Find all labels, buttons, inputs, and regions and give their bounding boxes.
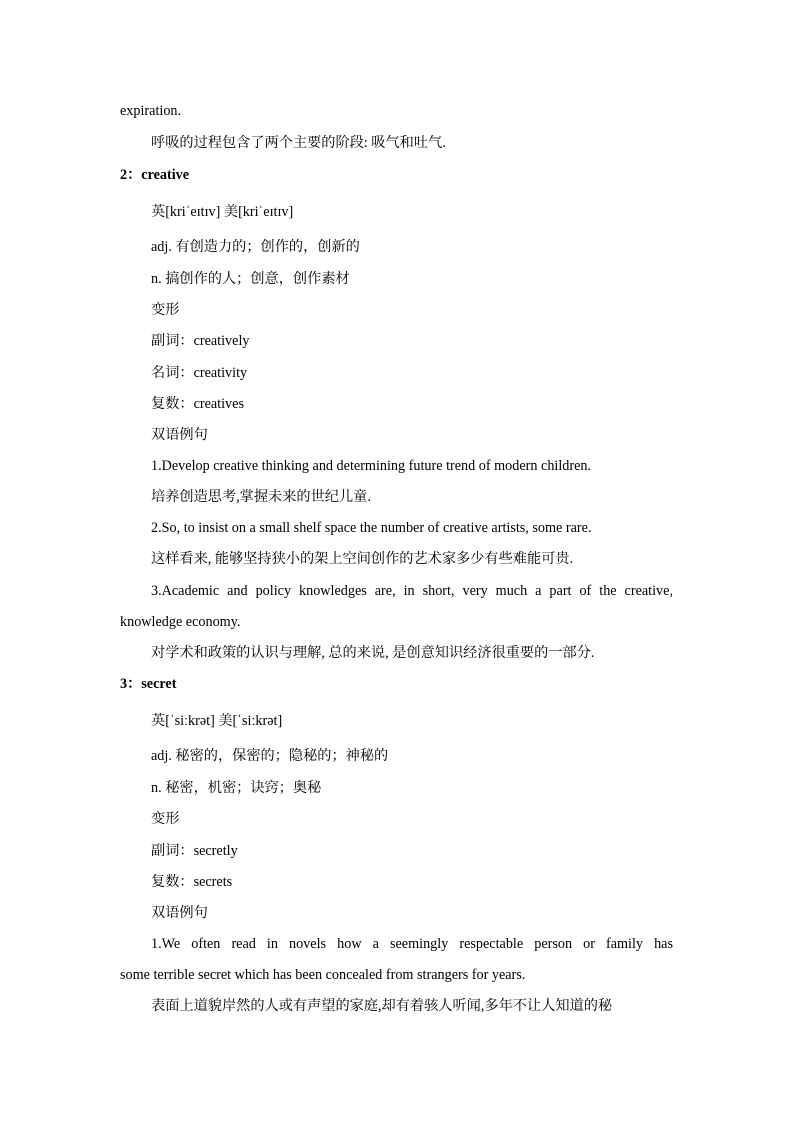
definition-noun-creative: n. 搞创作的人；创意，创作素材 bbox=[151, 271, 350, 287]
example-en-creative-3: 3.Academic and policy knowledges are, in short, very much a part of the creative, bbox=[151, 583, 673, 599]
forms-label-creative: 变形 bbox=[151, 302, 180, 318]
examples-label-creative: 双语例句 bbox=[151, 427, 208, 443]
form-plural-secret: 复数：secrets bbox=[151, 874, 233, 890]
intro-tail-en: expiration. bbox=[120, 103, 182, 119]
example-zh-creative-1: 培养创造思考,掌握未来的世纪儿童. bbox=[151, 489, 371, 505]
example-zh-creative-2: 这样看来, 能够坚持狭小的架上空间创作的艺术家多少有些难能可贵. bbox=[151, 551, 574, 567]
form-adverb-creative: 副词：creatively bbox=[151, 333, 250, 349]
form-plural-creative: 复数：creatives bbox=[151, 396, 244, 412]
entry-heading-creative: 2：creative bbox=[120, 167, 190, 183]
form-adverb-secret: 副词：secretly bbox=[151, 843, 238, 859]
examples-label-secret: 双语例句 bbox=[151, 905, 208, 921]
example-en-secret-1: 1.We often read in novels how a seemingly respectable person or family has bbox=[151, 936, 673, 952]
form-noun-creative: 名词：creativity bbox=[151, 365, 248, 381]
example-en-creative-3-cont: knowledge economy. bbox=[120, 614, 241, 630]
example-zh-creative-3: 对学术和政策的认识与理解, 总的来说, 是创意知识经济很重要的一部分. bbox=[151, 645, 595, 661]
definition-adj-secret: adj. 秘密的，保密的；隐秘的；神秘的 bbox=[151, 748, 389, 764]
forms-label-secret: 变形 bbox=[151, 811, 180, 827]
example-zh-secret-1: 表面上道貌岸然的人或有声望的家庭,却有着骇人听闻,多年不让人知道的秘 bbox=[151, 998, 613, 1014]
phonetic-secret: 英[ˈsiːkrət] 美[ˈsiːkrət] bbox=[151, 713, 283, 729]
example-en-creative-1: 1.Develop creative thinking and determining future trend of modern children. bbox=[151, 458, 592, 474]
definition-adj-creative: adj. 有创造力的；创作的，创新的 bbox=[151, 239, 360, 255]
definition-noun-secret: n. 秘密，机密；诀窍；奥秘 bbox=[151, 780, 322, 796]
intro-tail-zh: 呼吸的过程包含了两个主要的阶段: 吸气和吐气. bbox=[151, 135, 446, 151]
example-en-secret-1-cont: some terrible secret which has been concealed from strangers for years. bbox=[120, 967, 526, 983]
phonetic-creative: 英[kriˈeɪtɪv] 美[kriˈeɪtɪv] bbox=[151, 204, 294, 220]
example-en-creative-2: 2.So, to insist on a small shelf space the number of creative artists, some rare. bbox=[151, 520, 592, 536]
entry-heading-secret: 3：secret bbox=[120, 676, 177, 692]
